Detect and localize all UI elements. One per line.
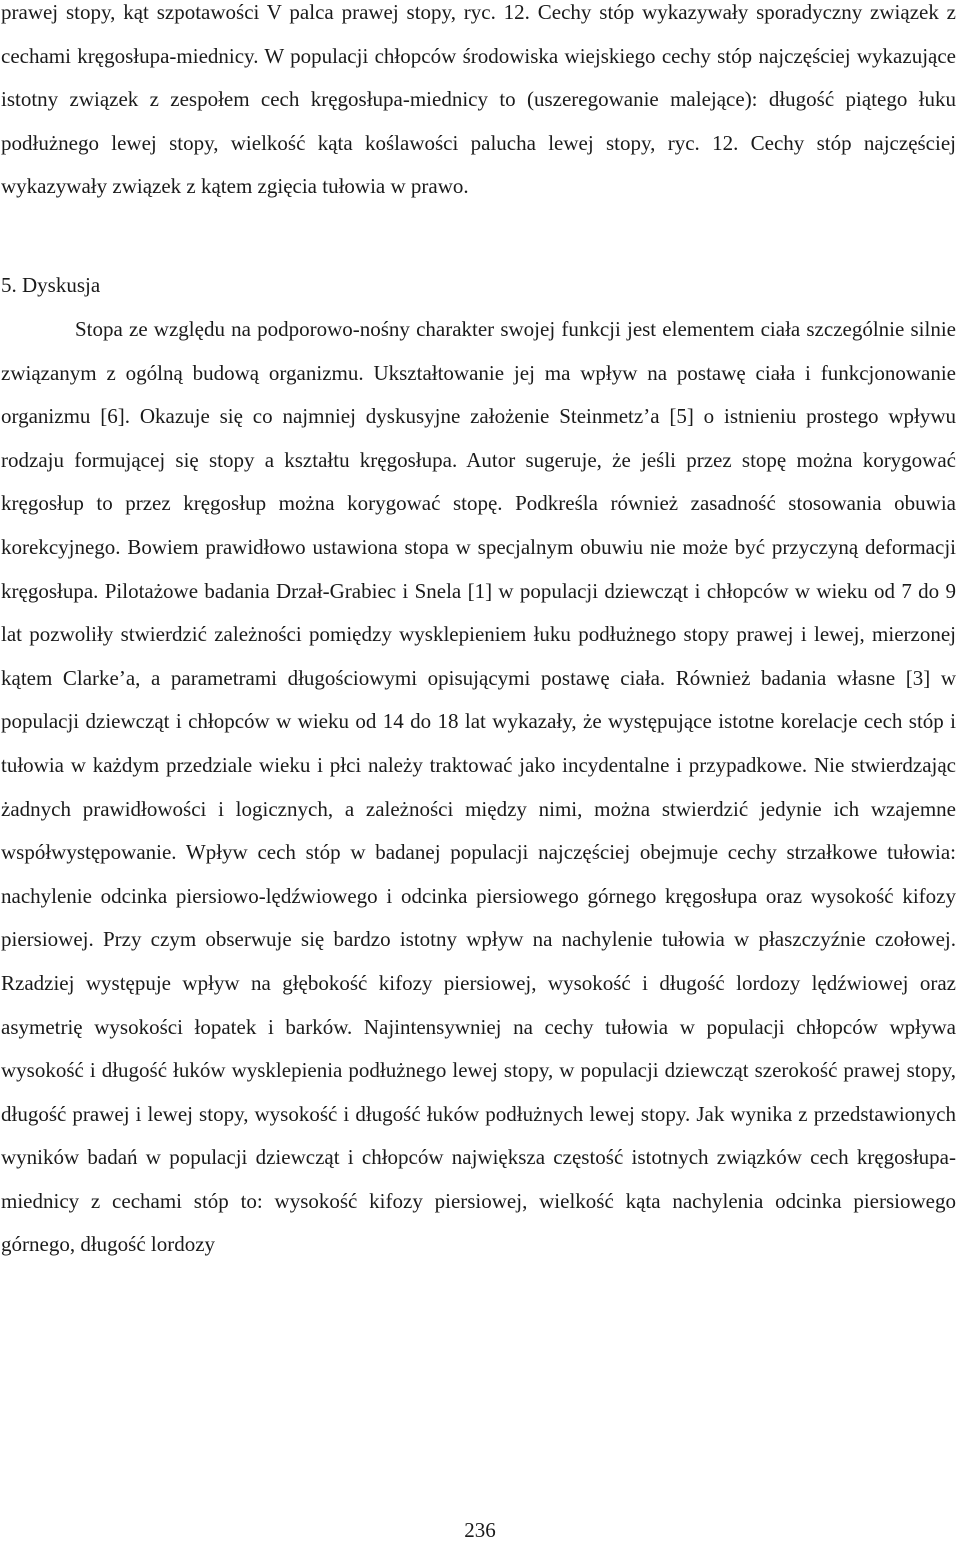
page-number: 236 (464, 1518, 496, 1542)
section-heading-discussion: 5. Dyskusja (1, 273, 101, 297)
results-paragraph-continuation: prawej stopy, kąt szpotawości V palca prawej stopy, ryc. 12. Cechy stóp wykazywały sporadyczny związek z cechami kręgosłupa-miednicy. W populacji chłopców środowiska wiejskiego cechy stóp najczęściej wykazujące istotny związek z zespołem cech kręgosłupa-miednicy to (uszeregowanie malejące): długość piątego łuku podłużnego lewej stopy, wielkość kąta koślawości palucha lewej stopy, ryc. 12. Cechy stóp najczęściej wykazywały związek z kątem zgięcia tułowia w prawo. (1, 0, 956, 199)
discussion-paragraph: Stopa ze względu na podporowo-nośny charakter swojej funkcji jest elementem ciała szczególnie silnie związanym z ogólną budową organizmu. Ukształtowanie jej ma wpływ na postawę ciała i funkcjonowanie organizmu [6]. Okazuje się co najmniej dyskusyjne założenie Steinmetz’a [5] o istnieniu prostego wpływu rodzaju formującej się stopy a kształtu kręgosłupa. Autor sugeruje, że jeśli przez stopę można korygować kręgosłup to przez kręgosłup można korygować stopę. Podkreśla również zasadność stosowania obuwia korekcyjnego. Bowiem prawidłowo ustawiona stopa w specjalnym obuwiu nie może być przyczyną deformacji kręgosłupa. Pilotażowe badania Drzał-Grabiec i Snela [1] w populacji dziewcząt i chłopców w wieku od 7 do 9 lat pozwoliły stwierdzić zależności pomiędzy wysklepieniem łuku podłużnego stopy prawej i lewej, mierzonej kątem Clarke’a, a parametrami długościowymi opisującymi postawę ciała. Również badania własne [3] w populacji dziewcząt i chłopców w wieku od 14 do 18 lat wykazały, że występujące istotne korelacje cech stóp i tułowia w każdym przedziale wieku i płci należy traktować jako incydentalne i przypadkowe. Nie stwierdzając żadnych prawidłowości i logicznych, a zależności między nimi, można stwierdzić jedynie ich wzajemne współwystępowanie. Wpływ cech stóp w badanej populacji najczęściej obejmuje cechy strzałkowe tułowia: nachylenie odcinka piersiowo-lędźwiowego i odcinka piersiowego górnego kręgosłupa oraz wysokość kifozy piersiowej. Przy czym obserwuje się bardzo istotny wpływ na nachylenie tułowia w płaszczyźnie czołowej. Rzadziej występuje wpływ na głębokość kifozy piersiowej, wysokość i długość lordozy lędźwiowej oraz asymetrię wysokości łopatek i barków. Najintensywniej na cechy tułowia w populacji chłopców wpływa wysokość i długość łuków wysklepienia podłużnego lewej stopy, w populacji dziewcząt szerokość prawej stopy, długość prawej i lewej stopy, wysokość i długość łuków podłużnych lewej stopy. Jak wynika z przedstawionych wyników badań w populacji dziewcząt i chłopców największa częstość istotnych związków cech kręgosłupa-miednicy z cechami stóp to: wysokość kifozy piersiowej, wielkość kąta nachylenia odcinka piersiowego górnego, długość lordozy (1, 317, 956, 1257)
